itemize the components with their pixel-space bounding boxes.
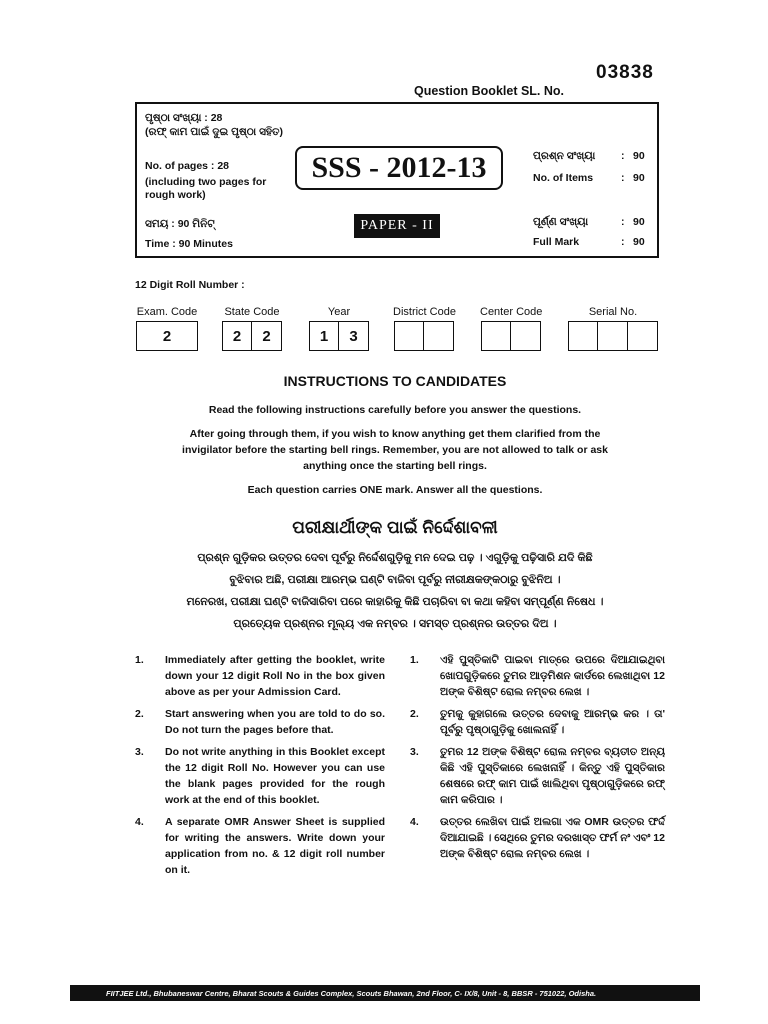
booklet-serial-label: Question Booklet SL. No. bbox=[414, 84, 565, 98]
district-code-label: District Code bbox=[393, 306, 456, 318]
odia-instruction-list bbox=[410, 652, 665, 868]
odia-line-1: ପ୍ରଶ୍ନ ଗୁଡ଼ିକର ଉତ୍ତର ଦେବା ପୂର୍ବରୁ ନିର୍ଦ୍ଦେଶଗୁଡ଼ିକୁ ମନ ଦେଇ ପଢ଼ । ଏଗୁଡ଼ିକୁ ପଢ଼ିସାରି ଯଦି କିଛି bbox=[197, 552, 593, 564]
center-code-group bbox=[480, 306, 542, 351]
serial-no-digit[interactable] bbox=[598, 321, 628, 351]
instructions-line-1: Read the following instructions carefully before you answer the questions. bbox=[208, 404, 582, 416]
year-label: Year bbox=[327, 306, 351, 318]
center-code-digit[interactable] bbox=[481, 321, 511, 351]
time-limit: Time : 90 Minutes bbox=[145, 238, 233, 250]
odia-pages-note: (ରଫ୍ କାମ ପାଇଁ ଦୁଇ ପୃଷ୍ଠା ସହିତ) bbox=[145, 126, 284, 138]
booklet-serial-number: 03838 bbox=[596, 62, 654, 83]
state-code-digit[interactable]: 2 bbox=[222, 321, 252, 351]
marks-label: Full Mark bbox=[533, 236, 580, 248]
paper-badge: PAPER - II bbox=[354, 214, 440, 238]
list-item: 4. ଉତ୍ତର ଲେଖିବା ପାଇଁ ଅଲଗା ଏକ OMR ଉତ୍ତର ଫର୍ଦ୍ଦ ଦିଆଯାଇଛି । ସେଥିରେ ତୁମର ଦରଖାସ୍ତ ଫର୍ମ ନଂ ଏବଂ 12 ଅଙ୍କ ବିଶିଷ୍ଟ ରୋଲ ନମ୍ବର ଲେଖ । bbox=[410, 816, 665, 860]
odia-marks-value: 90 bbox=[633, 216, 645, 228]
marks-colon: : bbox=[621, 236, 625, 248]
list-item: 1. ଏହି ପୁସ୍ତିକାଟି ପାଇବା ମାତ୍ରେ ଉପରେ ଦିଆଯାଇଥିବା ଖୋପଗୁଡ଼ିକରେ ତୁମର ଆଡ଼ମିଶନ କାର୍ଡରେ ଲେଖାଥିବା 12 ଅଙ୍କ ବିଶିଷ୍ଟ ରୋଲ ନମ୍ବର ଲେଖ । bbox=[410, 654, 665, 698]
year-digit[interactable]: 3 bbox=[339, 321, 369, 351]
odia-line-2: ବୁଝିବାର ଅଛି, ପରୀକ୍ଷା ଆରମ୍ଭ ଘଣ୍ଟି ବାଜିବା ପୂର୍ବରୁ ନୀରୀକ୍ଷକଙ୍କଠାରୁ ବୁଝିନିଅ । bbox=[229, 574, 561, 586]
odia-items-colon: : bbox=[621, 150, 625, 162]
items-value: 90 bbox=[633, 172, 645, 184]
state-code-digit[interactable]: 2 bbox=[252, 321, 282, 351]
center-code-label: Center Code bbox=[480, 306, 543, 318]
center-code-digit[interactable] bbox=[511, 321, 541, 351]
footer-address-bar: FIITJEE Ltd., Bhubaneswar Centre, Bharat Scouts & Guides Complex, Scouts Bhawan, 2nd Floor, C- IX/8, Unit - 8, BBSR - 751022, Odisha. bbox=[70, 985, 700, 1001]
year-digit[interactable]: 1 bbox=[309, 321, 339, 351]
instructions-line-3: Each question carries ONE mark. Answer all the questions. bbox=[247, 484, 543, 496]
district-code-digit[interactable] bbox=[424, 321, 454, 351]
serial-no-digit[interactable] bbox=[628, 321, 658, 351]
pages-note: (including two pages for rough work) bbox=[145, 176, 267, 201]
list-item: 3. Do not write anything in this Booklet except the 12 digit Roll No. However you can use the blank pages provided for the rough work at the end of this booklet. bbox=[135, 746, 385, 806]
exam-code-digit[interactable]: 2 bbox=[136, 321, 198, 351]
odia-time: ସମୟ : 90 ମିନିଟ୍ bbox=[145, 218, 215, 230]
odia-line-3: ମନେରଖ, ପରୀକ୍ଷା ଘଣ୍ଟି ବାଜିସାରିବା ପରେ କାହାରିକୁ କିଛି ପଚାରିବା ବା କଥା କହିବା ସମ୍ପୂର୍ଣ୍ଣ ନିଷେଧ । bbox=[186, 596, 604, 608]
district-code-digit[interactable] bbox=[394, 321, 424, 351]
odia-instructions-title: ପରୀକ୍ଷାର୍ଥୀଙ୍କ ପାଇଁ ନିର୍ଦ୍ଦେଶାବଳୀ bbox=[292, 518, 498, 537]
roll-number-heading: 12 Digit Roll Number : bbox=[135, 279, 245, 291]
exam-title: SSS - 2012-13 bbox=[295, 146, 503, 190]
list-item: 1. Immediately after getting the booklet, write down your 12 digit Roll No in the box given above as per your Admission Card. bbox=[135, 654, 385, 698]
odia-pages: ପୃଷ୍ଠା ସଂଖ୍ୟା : 28 bbox=[145, 112, 223, 124]
year-group bbox=[309, 306, 369, 351]
state-code-label: State Code bbox=[224, 306, 280, 318]
instructions-line-2: After going through them, if you wish to know anything get them clarified from the invigilator before the starting bell rings. Remember, you are not allowed to talk or ask anything once the starting bell rings. bbox=[182, 428, 608, 472]
serial-no-digit[interactable] bbox=[568, 321, 598, 351]
exam-code-group bbox=[136, 306, 198, 351]
list-item: 4. A separate OMR Answer Sheet is supplied for writing the answers. Write down your application from no. & 12 digit roll number on it. bbox=[135, 816, 385, 876]
pages-count: No. of pages : 28 bbox=[145, 160, 230, 172]
state-code-group bbox=[222, 306, 282, 351]
odia-marks-colon: : bbox=[621, 216, 625, 228]
odia-items-label: ପ୍ରଶ୍ନ ସଂଖ୍ୟା bbox=[533, 150, 596, 162]
odia-marks-label: ପୂର୍ଣ୍ଣ ସଂଖ୍ୟା bbox=[533, 216, 589, 228]
items-colon: : bbox=[621, 172, 625, 184]
odia-items-value: 90 bbox=[633, 150, 645, 162]
district-code-group bbox=[393, 306, 456, 351]
english-instruction-list bbox=[135, 652, 385, 884]
list-item: 2. ତୁମକୁ କୁହାଗଲେ ଉତ୍ତର ଦେବାକୁ ଆରମ୍ଭ କର । ତା' ପୂର୍ବରୁ ପୃଷ୍ଠାଗୁଡ଼ିକୁ ଖୋଲନାହିଁ । bbox=[410, 708, 665, 736]
serial-no-label: Serial No. bbox=[588, 306, 638, 318]
list-item: 3. ତୁମର 12 ଅଙ୍କ ବିଶିଷ୍ଟ ରୋଲ ନମ୍ବର ବ୍ୟତୀତ ଅନ୍ୟ କିଛି ଏହି ପୁସ୍ତିକାରେ ଲେଖନାହିଁ । କିନ୍ତୁ ଏହି ପୁସ୍ତିକାର ଶେଷରେ ରଫ୍ କାମ ପାଇଁ ଖାଲିଥିବା ପୃଷ୍ଠାଗୁଡ଼ିକରେ ରଫ୍ କାମ କରିପାର । bbox=[410, 746, 665, 806]
odia-line-4: ପ୍ରତ୍ୟେକ ପ୍ରଶ୍ନର ମୂଲ୍ୟ ଏକ ନମ୍ବର । ସମସ୍ତ ପ୍ରଶ୍ନର ଉତ୍ତର ଦିଅ । bbox=[233, 618, 557, 630]
exam-code-label: Exam. Code bbox=[136, 306, 198, 318]
instructions-title: INSTRUCTIONS TO CANDIDATES bbox=[283, 373, 507, 389]
list-item: 2. Start answering when you are told to do so. Do not turn the pages before that. bbox=[135, 708, 385, 736]
marks-value: 90 bbox=[633, 236, 645, 248]
exam-header-box bbox=[135, 102, 659, 258]
serial-no-group bbox=[568, 306, 658, 351]
items-label: No. of Items bbox=[533, 172, 594, 184]
